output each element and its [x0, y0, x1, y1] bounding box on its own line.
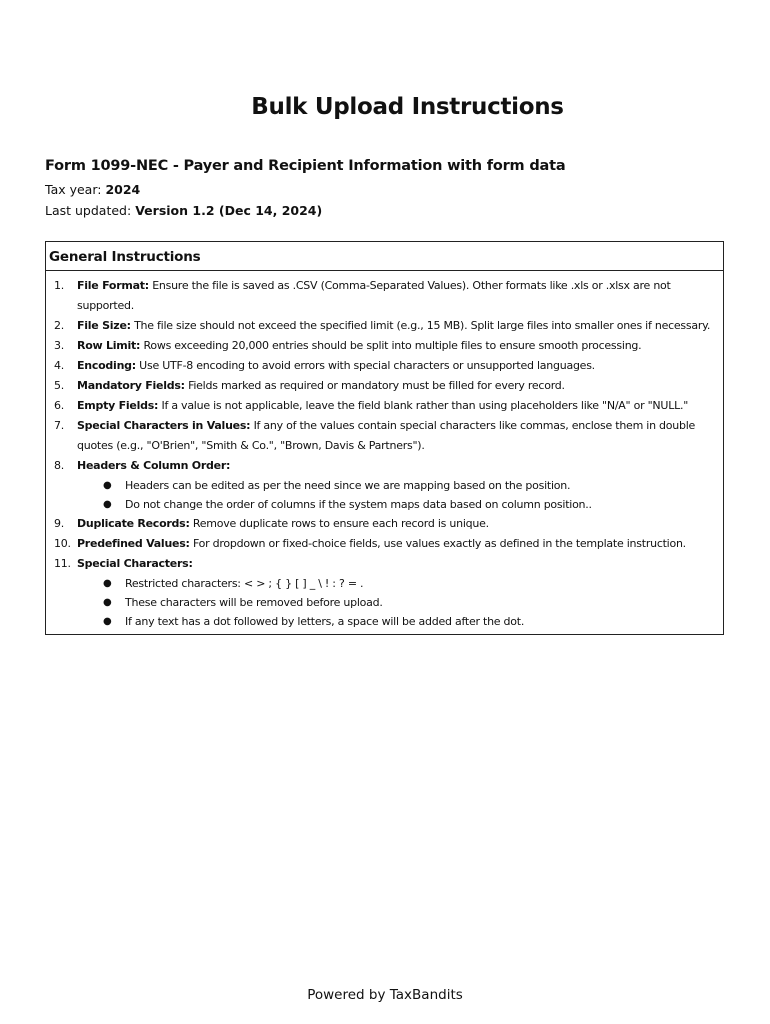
item-label: Row Limit:: [77, 339, 141, 352]
item-text: Remove duplicate rows to ensure each record is unique.: [192, 517, 489, 530]
form-subtitle: Form 1099-NEC - Payer and Recipient Information with form data: [45, 158, 566, 174]
item-number: 5.: [54, 379, 64, 392]
sub-item-text: Do not change the order of columns if the system maps data based on column position..: [125, 498, 592, 511]
item-label: Duplicate Records:: [77, 517, 190, 530]
bullet-icon: ●: [103, 616, 112, 627]
item-text: Use UTF-8 encoding to avoid errors with special characters or unsupported languages.: [139, 359, 595, 372]
item-number: 2.: [54, 319, 64, 332]
instruction-item: [46, 376, 723, 396]
item-label: File Format:: [77, 279, 149, 292]
last-updated-label: Last updated:: [45, 203, 132, 218]
sub-item-text: Restricted characters: < > ; { } [ ] _ \ ! : ? = .: [125, 577, 364, 590]
item-text: The file size should not exceed the specified limit (e.g., 15 MB). Split large files into smaller ones if necessary.: [134, 319, 711, 332]
instruction-item: [46, 554, 723, 631]
instruction-item: [46, 514, 723, 534]
page-title: Bulk Upload Instructions: [251, 94, 564, 120]
headers-sublist: [77, 476, 723, 514]
bullet-icon: ●: [103, 499, 112, 510]
last-updated: [45, 203, 322, 218]
item-number: 10.: [54, 537, 71, 550]
instruction-item: [46, 416, 723, 456]
item-number: 8.: [54, 459, 64, 472]
bullet-icon: ●: [103, 578, 112, 589]
sub-list-item: [77, 495, 723, 514]
item-number: 6.: [54, 399, 64, 412]
tax-year-label: Tax year:: [45, 182, 102, 197]
item-label: Special Characters:: [77, 557, 193, 570]
sub-item-text: Headers can be edited as per the need since we are mapping based on the position.: [125, 479, 571, 492]
instruction-item: [46, 336, 723, 356]
item-label: Empty Fields:: [77, 399, 159, 412]
instruction-item: [46, 276, 723, 316]
tax-year-value: 2024: [105, 182, 141, 197]
item-label: Encoding:: [77, 359, 136, 372]
item-text: Fields marked as required or mandatory must be filled for every record.: [188, 379, 565, 392]
sub-item-text: If any text has a dot followed by letters, a space will be added after the dot.: [125, 615, 525, 628]
sub-list-item: [77, 476, 723, 495]
item-label: Mandatory Fields:: [77, 379, 185, 392]
last-updated-value: Version 1.2 (Dec 14, 2024): [135, 203, 323, 218]
item-label: Headers & Column Order:: [77, 459, 231, 472]
sub-list-item: [77, 574, 723, 593]
item-text: If any of the values contain special characters like commas, enclose them in double quotes (e.g., "O'Brien", "Smith & Co.", "Brown, Davis & Partners").: [77, 419, 696, 452]
item-label: Predefined Values:: [77, 537, 190, 550]
instruction-item: [46, 356, 723, 376]
item-number: 3.: [54, 339, 64, 352]
tax-year: [45, 182, 140, 197]
instruction-item: [46, 396, 723, 416]
general-instructions-box: [45, 241, 724, 635]
sub-list-item: [77, 612, 723, 631]
item-text: Rows exceeding 20,000 entries should be split into multiple files to ensure smooth processing.: [143, 339, 642, 352]
item-number: 1.: [54, 279, 64, 292]
item-number: 9.: [54, 517, 64, 530]
item-number: 7.: [54, 419, 64, 432]
bullet-icon: ●: [103, 597, 112, 608]
item-text: Ensure the file is saved as .CSV (Comma-Separated Values). Other formats like .xls or .xlsx are not supported.: [77, 279, 671, 312]
item-text: If a value is not applicable, leave the field blank rather than using placeholders like "N/A" or "NULL.": [161, 399, 689, 412]
special-characters-sublist: [77, 574, 723, 631]
powered-by-footer: Powered by TaxBandits: [307, 987, 463, 1003]
bullet-icon: ●: [103, 480, 112, 491]
sub-item-text: These characters will be removed before upload.: [125, 596, 383, 609]
instruction-item: [46, 534, 723, 554]
instruction-list: [46, 271, 723, 631]
item-label: File Size:: [77, 319, 131, 332]
general-instructions-heading: General Instructions: [46, 242, 723, 271]
instruction-item: [46, 316, 723, 336]
item-number: 4.: [54, 359, 64, 372]
sub-list-item: [77, 593, 723, 612]
item-label: Special Characters in Values:: [77, 419, 251, 432]
item-number: 11.: [54, 557, 71, 570]
instruction-item: [46, 456, 723, 514]
item-text: For dropdown or fixed-choice fields, use values exactly as defined in the template instruction.: [192, 537, 686, 550]
